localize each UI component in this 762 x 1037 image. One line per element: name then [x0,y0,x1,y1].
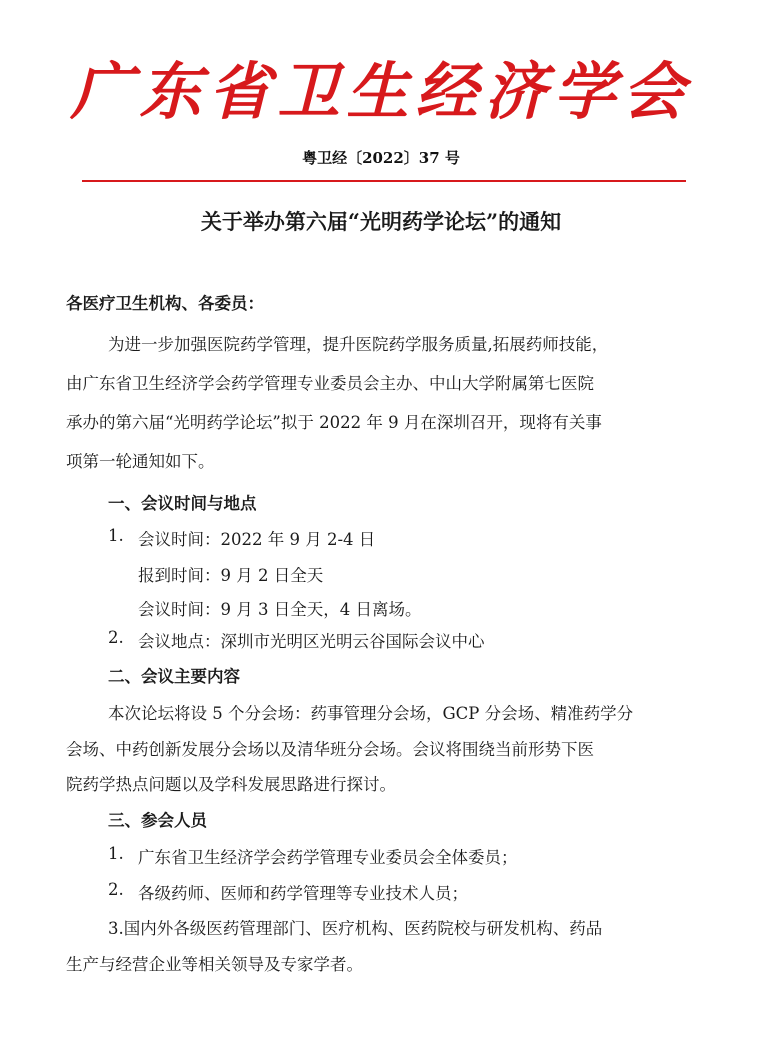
salutation: 各医疗卫生机构、各委员： [66,294,264,313]
list-number: 2. [108,880,124,899]
list-item: 会议地点：深圳市光明区光明云谷国际会议中心 [138,632,485,651]
document-body [66,0,696,1037]
paragraph-line: 会场、中药创新发展分会场以及清华班分会场。会议将围绕当前形势下医 [66,740,594,759]
list-number: 2. [108,628,124,647]
list-number: 1. [108,844,124,863]
list-item: 广东省卫生经济学会药学管理专业委员会全体委员； [138,848,518,867]
list-item: 会议时间：2022 年 9 月 2-4 日 [138,530,376,549]
list-item: 3.国内外各级医药管理部门、医疗机构、医药院校与研发机构、药品 [108,919,603,938]
list-item: 各级药师、医师和药学管理等专业技术人员； [138,884,468,903]
list-sub-item: 报到时间：9 月 2 日全天 [138,566,324,585]
list-sub-item: 会议时间：9 月 3 日全天，4 日离场。 [138,600,422,619]
intro-line: 承办的第六届“光明药学论坛”拟于 2022 年 9 月在深圳召开，现将有关事 [66,413,602,432]
list-number: 1. [108,526,124,545]
document-number: 粤卫经〔2022〕37 号 [302,149,460,167]
section-heading: 一、会议时间与地点 [108,494,257,513]
intro-line: 由广东省卫生经济学会药学管理专业委员会主办、中山大学附属第七医院 [66,374,594,393]
intro-line: 为进一步加强医院药学管理，提升医院药学服务质量,拓展药师技能， [108,335,609,354]
org-letterhead: 广东省卫生经济学会 [70,55,692,128]
paragraph-line: 院药学热点问题以及学科发展思路进行探讨。 [66,775,396,794]
list-item-continuation: 生产与经营企业等相关领导及专家学者。 [66,955,363,974]
section-heading: 二、会议主要内容 [108,667,240,686]
paragraph-line: 本次论坛将设 5 个分会场：药事管理分会场，GCP 分会场、精准药学分 [108,704,634,723]
section-heading: 三、参会人员 [108,811,207,830]
intro-line: 项第一轮通知如下。 [66,452,215,471]
notice-title: 关于举办第六届“光明药学论坛”的通知 [200,209,562,234]
